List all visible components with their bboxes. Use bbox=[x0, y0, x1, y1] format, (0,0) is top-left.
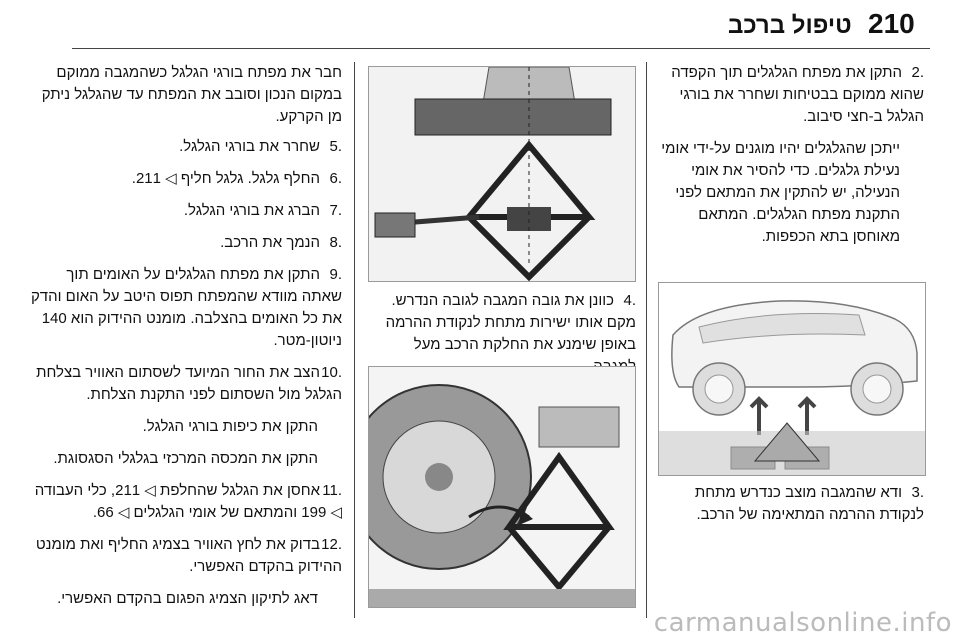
step-number: .9 bbox=[329, 266, 342, 283]
left-step-6 bbox=[30, 362, 342, 406]
step-2-note: ייתכן שהגלגלים יהיו מוגנים על-ידי אומי נעילת גלגלים. כדי להסיר את אומי הנעילה, יש להתקין את המתאם לפני התקנת מפתח הגלגלים. המתאם מאוחסן בתא הכפפות. bbox=[661, 140, 900, 245]
step-text: אחסן את הגלגל שהחלפת ◁ 211, כלי העבודה ◁ 199 והמתאם של אומי הגלגלים ◁ 66. bbox=[34, 482, 342, 521]
wheel-jack-illustration bbox=[369, 367, 635, 607]
column-divider-right bbox=[646, 62, 647, 618]
step-text: התקן את מפתח הגלגלים על האומים תוך שאתה מוודא שהמפתח תפוס היטב על האום והדק את כל האומים בהצלבה. מומנט ההידוק הוא 140 ניוטון-מטר. bbox=[30, 266, 342, 349]
step-number: .12 bbox=[321, 536, 342, 553]
left-step-1 bbox=[30, 136, 342, 158]
left-step-10 bbox=[30, 534, 342, 578]
step-text: הנמך את הרכב. bbox=[220, 234, 320, 251]
step-text: הברג את בורגי הגלגל. bbox=[183, 202, 320, 219]
step-2: .2התקן את מפתח הגלגלים תוך הקפדה שהוא ממוקם בבטיחות ושחרר את בורגי הגלגל ב-חצי סיבוב. bbox=[671, 64, 924, 125]
step-number: .11 bbox=[322, 482, 342, 499]
left-steps-list bbox=[30, 136, 342, 610]
watermark: carmanualsonline.info bbox=[653, 608, 952, 638]
left-step-2 bbox=[30, 168, 342, 190]
left-intro: חבר את מפתח בורגי הגלגל כשהמגבה ממוקם במקום הנכון וסובב את המפתח עד שהגלגל ניתק מן הקרקע. bbox=[41, 64, 342, 125]
left-column bbox=[30, 62, 342, 620]
step-3: .3ודא שהמגבה מוצב כנדרש מתחת לנקודת ההרמה המתאימה של הרכב. bbox=[694, 484, 924, 523]
car-on-jack-illustration bbox=[659, 283, 925, 475]
figure-jack-closeup bbox=[368, 66, 636, 282]
left-step-5 bbox=[30, 264, 342, 352]
page-header bbox=[0, 8, 960, 48]
header-rule bbox=[72, 48, 930, 49]
left-step-7 bbox=[30, 416, 318, 438]
left-step-4 bbox=[30, 232, 342, 254]
left-step-9 bbox=[30, 480, 342, 524]
jack-closeup-illustration bbox=[369, 67, 635, 281]
left-step-11 bbox=[30, 588, 318, 610]
step-number: .7 bbox=[329, 202, 342, 219]
step-4: .4כוונן את גובה המגבה לגובה הנדרש. מקם אותו ישירות מתחת לנקודת ההרמה באופן שימנע את החלקת הרכב מעל bbox=[385, 292, 636, 353]
chapter-title: טיפול ברכב bbox=[728, 12, 852, 39]
left-step-3 bbox=[30, 200, 342, 222]
figure-car-on-jack bbox=[658, 282, 926, 476]
step-text: בדוק את לחץ האוויר בצמיג החליף ואת מומנט ההידוק בהקדם האפשרי. bbox=[35, 536, 342, 575]
step-text: התקן את כיפות בורגי הגלגל. bbox=[142, 418, 318, 435]
step-text: דאג לתיקון הצמיג הפגום בהקדם האפשרי. bbox=[57, 590, 318, 607]
right-column bbox=[658, 62, 924, 248]
step-number: .10 bbox=[321, 364, 342, 381]
figure-wheel-jack bbox=[368, 366, 636, 608]
step-text: החלף גלגל. גלגל חליף ◁ 211. bbox=[131, 170, 320, 187]
left-step-8 bbox=[30, 448, 318, 470]
step-text: הצב את החור המיועד לשסתום האוויר בצלחת הגלגל מול השסתום לפני התקנת הצלחת. bbox=[36, 364, 342, 403]
column-divider-left bbox=[354, 62, 355, 618]
step-text: התקן את המכסה המרכזי בגלגלי הסגסוגת. bbox=[53, 450, 318, 467]
page-number: 210 bbox=[868, 8, 915, 39]
step-number: .6 bbox=[329, 170, 342, 187]
step-number: .5 bbox=[329, 138, 342, 155]
step-number: .8 bbox=[329, 234, 342, 251]
step-text: שחרר את בורגי הגלגל. bbox=[179, 138, 320, 155]
